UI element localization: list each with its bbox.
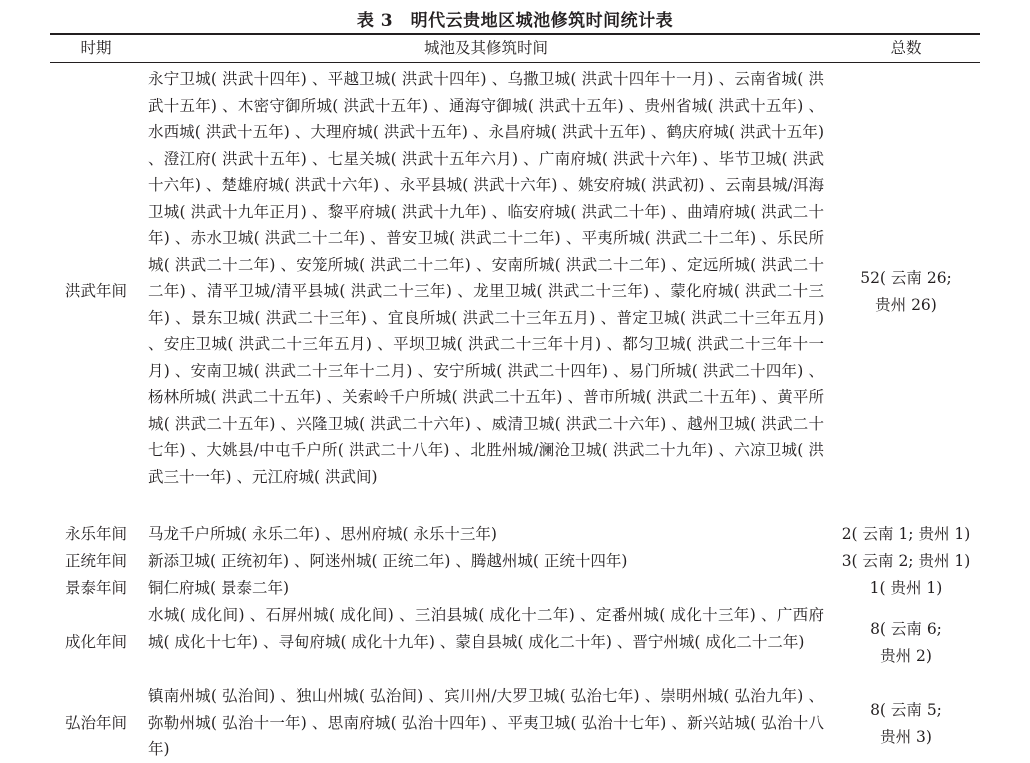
- row-cities: 马龙千户所城( 永乐二年) 、思州府城( 永乐十三年): [148, 525, 497, 543]
- row-total: [832, 575, 980, 602]
- row-total: [832, 616, 980, 669]
- row-cities: 水城( 成化间) 、石屏州城( 成化间) 、三泊县城( 成化十二年) 、定番州城( 成化十三年) 、广西府城( 成化十七年) 、寻甸府城( 成化十九年) 、蒙自县城( 成化二十年) 、晋宁州城( 成化二十二年): [148, 606, 824, 651]
- row-total-line: 1( 贵州 1): [869, 579, 943, 597]
- row-period: 永乐年间: [64, 525, 127, 543]
- table-header-rule: [50, 62, 980, 63]
- row-total-line: 贵州 2): [880, 646, 932, 665]
- table-caption: 表 3 明代云贵地区城池修筑时间统计表: [356, 11, 674, 31]
- table-top-rule: [50, 33, 980, 35]
- row-cities: 新添卫城( 正统初年) 、阿迷州城( 正统二年) 、腾越州城( 正统十四年): [148, 552, 628, 570]
- header-period: 时期: [80, 39, 112, 57]
- row-cities: 镇南州城( 弘治间) 、独山州城( 弘治间) 、宾川州/大罗卫城( 弘治七年) 、崇明州城( 弘治九年) 、弥勒州城( 弘治十一年) 、思南府城( 弘治十四年) 、平夷卫城( 弘治十七年) 、新兴站城( 弘治十八年): [148, 687, 824, 758]
- row-cities: 铜仁府城( 景泰二年): [148, 579, 290, 597]
- row-total-line: 8( 云南 5;: [870, 701, 942, 719]
- table-row: [0, 683, 1030, 763]
- table-row: [0, 548, 1030, 575]
- table-row: [0, 521, 1030, 548]
- row-total-line: 贵州 3): [880, 727, 932, 746]
- row-period: 弘治年间: [64, 714, 127, 732]
- header-cities: 城池及其修筑时间: [423, 39, 548, 57]
- header-total: 总数: [890, 39, 922, 57]
- row-total-line: 8( 云南 6;: [870, 620, 942, 638]
- row-total-line: 贵州 26): [875, 295, 937, 314]
- row-period: 正统年间: [64, 552, 127, 570]
- row-total: [832, 521, 980, 548]
- row-total-line: 52( 云南 26;: [860, 269, 952, 287]
- row-total-line: 2( 云南 1; 贵州 1): [841, 525, 971, 543]
- row-total: [832, 265, 980, 318]
- row-period: 景泰年间: [64, 579, 127, 597]
- row-total-line: 3( 云南 2; 贵州 1): [841, 552, 971, 570]
- row-cities: 永宁卫城( 洪武十四年) 、平越卫城( 洪武十四年) 、乌撒卫城( 洪武十四年十一月) 、云南省城( 洪武十五年) 、木密守御所城( 洪武十五年) 、通海守御城( 洪武十五年) 、贵州省城( 洪武十五年) 、水西城( 洪武十五年) 、大理府城( 洪武十五年) 、永昌府城( 洪武十五年) 、鹤庆府城( 洪武十五年) 、澄江府( 洪武十五年) 、七星关城( 洪武十五年六月) 、广南府城( 洪武十六年) 、毕节卫城( 洪武十六年) 、楚雄府城( 洪武十六年) 、永平县城( 洪武十六年) 、姚安府城( 洪武初) 、云南县城/洱海卫城( 洪武十九年正月) 、黎平府城( 洪武十九年) 、临安府城( 洪武二十年) 、曲靖府城( 洪武二十年) 、赤水卫城( 洪武二十二年) 、普安卫城( 洪武二十二年) 、平夷所城( 洪武二十二年) 、乐民所城( 洪武二十二年) 、安笼所城( 洪武二十二年) 、安南所城( 洪武二十二年) 、定远所城( 洪武二十二年) 、清平卫城/清平县城( 洪武二十三年) 、龙里卫城( 洪武二十三年) 、蒙化府城( 洪武二十三年) 、景东卫城( 洪武二十三年) 、宜良所城( 洪武二十三年五月) 、普定卫城( 洪武二十三年五月) 、安庄卫城( 洪武二十三年五月) 、平坝卫城( 洪武二十三年十月) 、都匀卫城( 洪武二十三年十一月) 、安南卫城( 洪武二十三年十二月) 、安宁所城( 洪武二十四年) 、易门所城( 洪武二十四年) 、杨林所城( 洪武二十五年) 、关索岭千户所城( 洪武二十五年) 、普市所城( 洪武二十五年) 、黄平所城( 洪武二十五年) 、兴隆卫城( 洪武二十六年) 、威清卫城( 洪武二十六年) 、越州卫城( 洪武二十七年) 、大姚县/中屯千户所( 洪武二十八年) 、北胜州城/澜沧卫城( 洪武二十九年) 、六凉卫城( 洪武三十一年) 、元江府城( 洪武间): [148, 70, 824, 486]
- row-period: 成化年间: [64, 633, 127, 651]
- row-total: [832, 548, 980, 575]
- table-row: [0, 602, 1030, 682]
- table-row: [0, 575, 1030, 602]
- row-total: [832, 697, 980, 750]
- row-period: 洪武年间: [64, 282, 127, 300]
- table-row: [0, 66, 1030, 517]
